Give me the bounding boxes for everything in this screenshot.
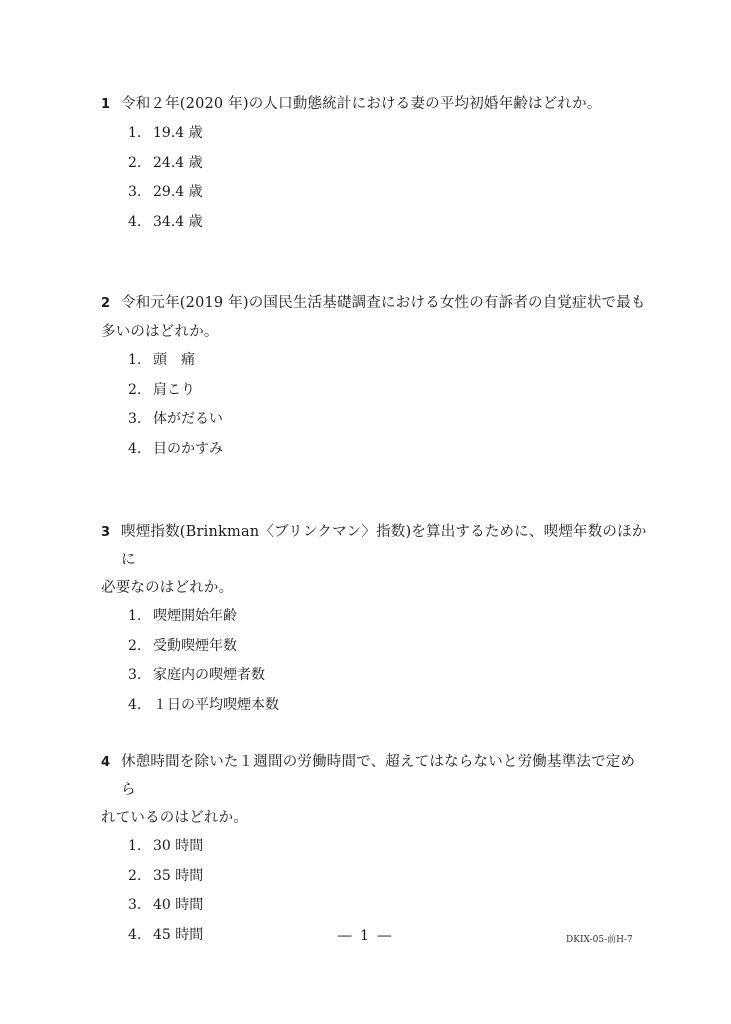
option-number: 4. <box>128 440 142 457</box>
question-number: 3 <box>101 525 111 540</box>
question-text: 喫煙指数(Brinkman〈ブリンクマン〉指数)を算出するために、喫煙年数のほかに <box>121 524 647 568</box>
option-text: 35 時間 <box>153 867 204 884</box>
option-text: 30 時間 <box>153 838 204 854</box>
option-number: 2. <box>128 637 142 654</box>
option-number: 1. <box>128 838 142 854</box>
option-item <box>128 376 649 406</box>
option-item <box>128 691 649 721</box>
option-list <box>101 119 649 237</box>
option-number: 4. <box>128 696 142 713</box>
option-item <box>128 119 649 149</box>
option-number: 1. <box>128 125 142 141</box>
option-item <box>128 346 649 376</box>
question-number: 4 <box>101 755 111 770</box>
option-number: 3. <box>128 897 142 914</box>
option-number: 3. <box>128 184 142 201</box>
question-4-stem <box>101 748 649 804</box>
option-text: 体がだるい <box>153 411 223 428</box>
option-number: 4. <box>128 213 142 230</box>
question-text: 休憩時間を除いた１週間の労働時間で、超えてはならないと労働基準法で定めら <box>121 754 636 798</box>
option-item <box>128 602 649 632</box>
option-item <box>128 862 649 892</box>
option-text: 家庭内の喫煙者数 <box>153 667 265 684</box>
option-item <box>128 891 649 921</box>
option-number: 3. <box>128 667 142 684</box>
option-item <box>128 832 649 862</box>
option-item <box>128 435 649 465</box>
option-text: 喫煙開始年齢 <box>153 608 237 624</box>
option-text: １日の平均喫煙本数 <box>153 696 279 713</box>
option-text: 19.4 歳 <box>153 125 203 141</box>
option-text: 肩こり <box>153 381 195 398</box>
option-number: 2. <box>128 381 142 398</box>
option-text: 40 時間 <box>153 897 204 914</box>
option-number: 3. <box>128 411 142 428</box>
question-3 <box>101 518 649 720</box>
option-item <box>128 178 649 208</box>
question-number: 1 <box>101 97 111 112</box>
question-text-continued: 必要なのはどれか。 <box>101 580 234 596</box>
option-item <box>128 149 649 179</box>
option-text: 34.4 歳 <box>153 213 203 230</box>
option-item <box>128 661 649 691</box>
option-text: 頭 痛 <box>153 352 195 368</box>
option-text: 45 時間 <box>153 926 204 943</box>
option-number: 2. <box>128 154 142 171</box>
question-3-stem <box>101 518 649 574</box>
question-2 <box>101 289 649 464</box>
option-list <box>101 346 649 464</box>
option-text: 目のかすみ <box>153 440 223 457</box>
option-number: 1. <box>128 608 142 624</box>
page-number: ― 1 ― <box>337 928 394 944</box>
option-number: 4. <box>128 926 142 943</box>
option-text: 受動喫煙年数 <box>153 637 237 654</box>
question-text: 令和２年(2020 年)の人口動態統計における妻の平均初婚年齢はどれか。 <box>121 96 602 112</box>
question-1 <box>101 90 649 237</box>
option-text: 24.4 歳 <box>153 154 203 171</box>
question-number: 2 <box>101 296 111 311</box>
option-list <box>101 602 649 720</box>
option-number: 1. <box>128 352 142 368</box>
option-number: 2. <box>128 867 142 884</box>
question-text-continued: れているのはどれか。 <box>101 810 248 826</box>
question-4 <box>101 748 649 950</box>
option-item <box>128 405 649 435</box>
option-item <box>128 208 649 238</box>
option-item <box>128 632 649 662</box>
question-1-stem <box>101 90 649 119</box>
question-text: 令和元年(2019 年)の国民生活基礎調査における女性の有訴者の自覚症状で最も <box>121 295 646 311</box>
document-code: DKIX-05-前H-7 <box>566 935 633 945</box>
option-text: 29.4 歳 <box>153 184 203 201</box>
question-2-stem <box>101 289 649 318</box>
question-text-continued: 多いのはどれか。 <box>101 324 219 340</box>
